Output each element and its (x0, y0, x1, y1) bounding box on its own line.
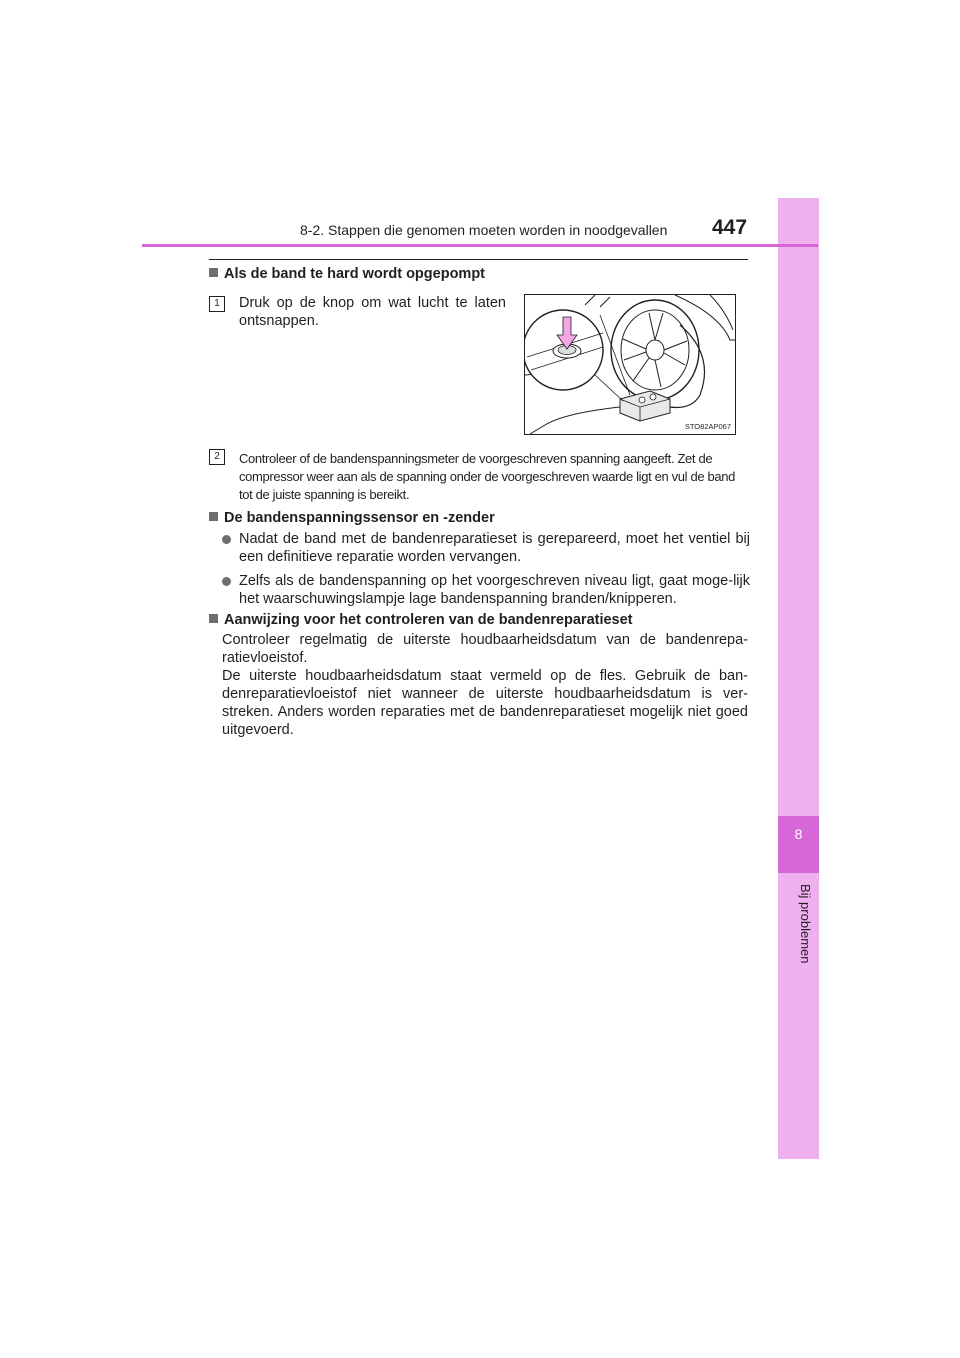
paragraph-expiry-details: De uiterste houdbaarheidsdatum staat vermeld op de fles. Gebruik de ban-denreparatievloeistof niet wanneer de uiterste houdbaarheidsdatum is ver-streken. Anders worden reparaties met de bandenreparatieset mogelijk niet goed uitgevoerd. (222, 668, 748, 738)
bullet-item: Zelfs als de bandenspanning op het voorgeschreven niveau ligt, gaat moge-lijk het waarschuwingslampje lage bandenspanning branden/knipperen. (222, 572, 750, 608)
side-tab (778, 198, 819, 1159)
page-number: 447 (712, 216, 748, 239)
side-tab-chapter-marker (778, 816, 819, 873)
content-divider (209, 259, 748, 260)
section-heading-pressure-sensor: De bandenspanningssensor en -zender (209, 510, 495, 526)
section-header: 8-2. Stappen die genomen moeten worden in noodgevallen (300, 222, 668, 238)
section-heading-overinflated: Als de band te hard wordt opgepompt (209, 266, 485, 282)
step-number-2: 2 (209, 449, 225, 465)
round-bullet-icon (222, 577, 231, 586)
step-2-text: Controleer of de bandenspanningsmeter de voorgeschreven spanning aangeeft. Zet de compressor weer aan als de spanning onder de voorgeschreven waarde ligt en vul de band tot de juiste spanning is bereikt. (239, 451, 736, 502)
step-1-text: Druk op de knop om wat lucht te laten ontsnappen. (239, 295, 506, 329)
step-number-1: 1 (209, 296, 225, 312)
chapter-number: 8 (794, 826, 803, 842)
illustration-compressor-release-button (524, 294, 736, 435)
header-divider (142, 244, 818, 247)
square-bullet-icon (209, 512, 218, 521)
square-bullet-icon (209, 614, 218, 623)
round-bullet-icon (222, 535, 231, 544)
chapter-title: Bij problemen (798, 884, 813, 964)
illustration-code: STO82AP067 (684, 422, 731, 431)
section-heading-repair-kit-check: Aanwijzing voor het controleren van de bandenreparatieset (209, 612, 633, 628)
tire-compressor-illustration (525, 295, 735, 434)
square-bullet-icon (209, 268, 218, 277)
paragraph-expiry-check: Controleer regelmatig de uiterste houdbaarheidsdatum van de bandenrepa-ratievloeistof. (222, 632, 748, 666)
bullet-item: Nadat de band met de bandenreparatieset is gerepareerd, moet het ventiel bij een definitieve reparatie worden vervangen. (222, 530, 750, 566)
